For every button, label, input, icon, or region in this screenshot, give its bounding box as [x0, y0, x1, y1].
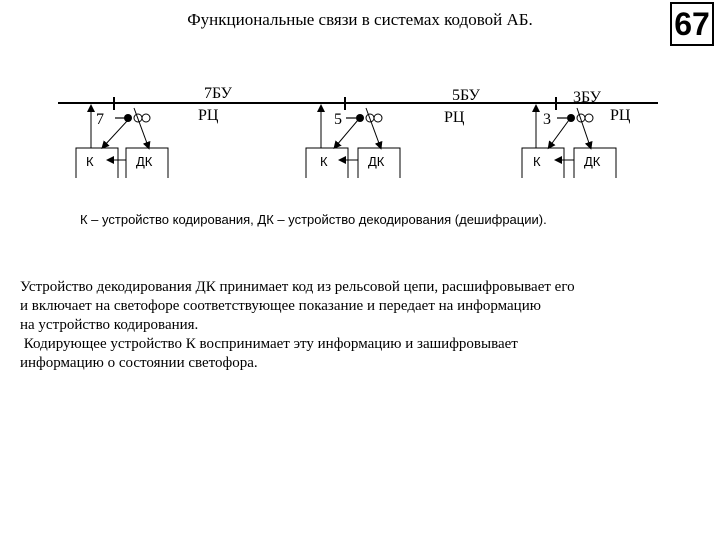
signal-lamp	[374, 114, 382, 122]
decoder-label: ДК	[368, 154, 385, 169]
block-label: 7БУ	[204, 85, 232, 102]
signal-unit-7	[76, 85, 233, 178]
coder-label: К	[86, 154, 94, 169]
decoder-label: ДК	[136, 154, 153, 169]
paragraph-line: Устройство декодирования ДК принимает код из рельсовой цепи, расшифровывает его	[20, 279, 575, 295]
slide-title: Функциональные связи в системах кодовой АБ.	[187, 10, 533, 29]
coder-label: К	[533, 154, 541, 169]
legend-caption: К – устройство кодирования, ДК – устройство декодирования (дешифрации).	[80, 212, 547, 227]
coder-label: К	[320, 154, 328, 169]
block-label: 5БУ	[452, 87, 480, 104]
functional-diagram	[0, 0, 720, 210]
signal-lamp	[585, 114, 593, 122]
arrow-to-coder	[104, 120, 128, 146]
block-label: 3БУ	[573, 89, 601, 106]
circuit-label: РЦ	[444, 109, 465, 126]
signal-number: 7	[96, 111, 104, 128]
slide-number: 67	[670, 2, 714, 46]
paragraph-line: Кодирующее устройство К воспринимает эту информацию и зашифровывает	[20, 336, 518, 352]
paragraph-line: информацию о состоянии светофора.	[20, 355, 258, 371]
signal-number: 5	[334, 111, 342, 128]
circuit-label: РЦ	[198, 107, 219, 124]
signal-number: 3	[543, 111, 551, 128]
arrow-to-coder	[550, 120, 569, 146]
paragraph-line: и включает на светофоре соответствующее показание и передает на информацию	[20, 298, 541, 314]
signal-unit-5	[306, 87, 481, 178]
coder-box	[522, 148, 564, 178]
description-paragraph	[20, 278, 710, 373]
signal-lamp	[142, 114, 150, 122]
circuit-label: РЦ	[610, 107, 631, 124]
coder-box	[76, 148, 118, 178]
paragraph-line: на устройство кодирования.	[20, 317, 199, 333]
decoder-label: ДК	[584, 154, 601, 169]
signal-lamp-lit	[124, 114, 132, 122]
